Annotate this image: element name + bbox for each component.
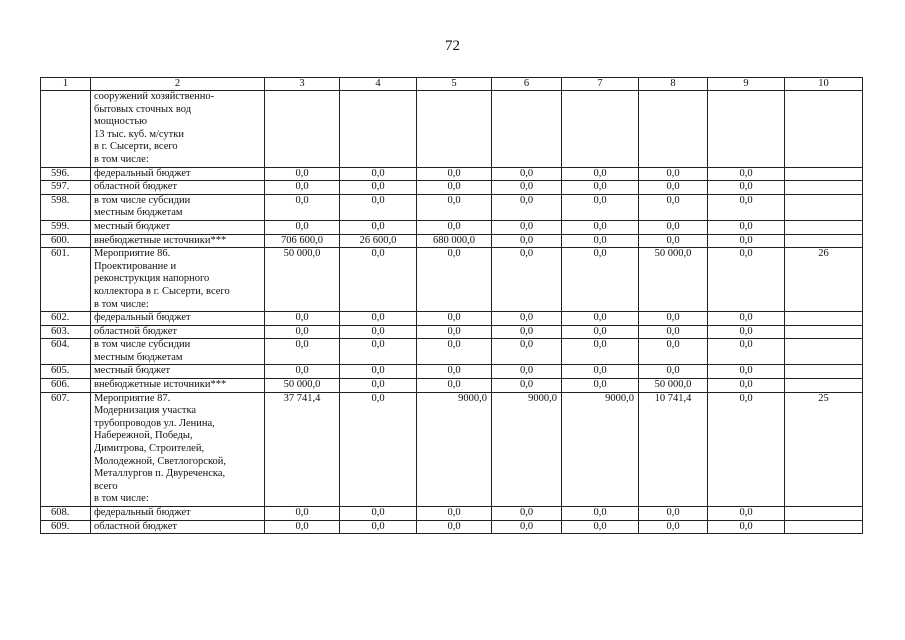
row-number: 606. [41,379,91,393]
row-description: федеральный бюджет [91,312,265,326]
value-cell-col3: 706 600,0 [265,234,340,248]
value-cell-col4: 0,0 [340,167,417,181]
table-row [41,312,863,326]
value-cell-col7: 0,0 [562,234,639,248]
table-body [41,91,863,534]
value-cell-col8: 0,0 [639,220,708,234]
value-cell-col8: 50 000,0 [639,248,708,312]
value-cell-col4: 0,0 [340,392,417,506]
table-row [41,325,863,339]
row-number: 605. [41,365,91,379]
row-number: 608. [41,507,91,521]
value-cell-col7: 0,0 [562,194,639,220]
target-indicator-cell [785,339,863,365]
row-number: 609. [41,520,91,534]
row-description: Мероприятие 86. Проектирование и реконструкция напорного коллектора в г. Сысерти, всего в том числе: [91,248,265,312]
value-cell-col4: 0,0 [340,194,417,220]
column-header-8: 8 [639,78,708,91]
table-row [41,507,863,521]
row-description: Мероприятие 87. Модернизация участка трубопроводов ул. Ленина, Набережной, Победы, Димитрова, Строителей, Молодежной, Светлогорской, Металлургов п. Двуреченска, всего в том числе: [91,392,265,506]
target-indicator-cell [785,181,863,195]
value-cell-col7: 0,0 [562,507,639,521]
target-indicator-cell [785,312,863,326]
value-cell-col8: 0,0 [639,234,708,248]
value-cell-col7: 0,0 [562,325,639,339]
table-row [41,181,863,195]
row-description: областной бюджет [91,325,265,339]
header-row [41,78,863,91]
table-row [41,392,863,506]
row-number [41,91,91,168]
column-header-4: 4 [340,78,417,91]
value-cell-col3: 0,0 [265,312,340,326]
row-number: 601. [41,248,91,312]
value-cell-col8: 0,0 [639,167,708,181]
row-description: местный бюджет [91,220,265,234]
value-cell-col4: 0,0 [340,181,417,195]
value-cell-col6: 9000,0 [492,392,562,506]
value-cell-col4: 0,0 [340,507,417,521]
value-cell-col5: 0,0 [417,379,492,393]
value-cell-col5: 0,0 [417,194,492,220]
row-description: внебюджетные источники*** [91,379,265,393]
value-cell-col7: 0,0 [562,339,639,365]
value-cell-col6: 0,0 [492,379,562,393]
value-cell-col8: 0,0 [639,181,708,195]
row-description: областной бюджет [91,181,265,195]
value-cell-col5: 0,0 [417,220,492,234]
value-cell-col9: 0,0 [708,248,785,312]
value-cell-col6: 0,0 [492,167,562,181]
target-indicator-cell [785,220,863,234]
column-header-3: 3 [265,78,340,91]
value-cell-col3: 0,0 [265,339,340,365]
row-number: 600. [41,234,91,248]
value-cell-col7 [562,91,639,168]
value-cell-col9: 0,0 [708,339,785,365]
value-cell-col8: 0,0 [639,312,708,326]
value-cell-col4 [340,91,417,168]
value-cell-col3: 0,0 [265,220,340,234]
value-cell-col5: 0,0 [417,365,492,379]
value-cell-col6: 0,0 [492,312,562,326]
value-cell-col8: 0,0 [639,194,708,220]
value-cell-col5: 0,0 [417,248,492,312]
value-cell-col4: 0,0 [340,312,417,326]
value-cell-col9: 0,0 [708,194,785,220]
value-cell-col9: 0,0 [708,312,785,326]
value-cell-col6: 0,0 [492,520,562,534]
row-description: внебюджетные источники*** [91,234,265,248]
table-row [41,91,863,168]
value-cell-col8: 50 000,0 [639,379,708,393]
value-cell-col6: 0,0 [492,248,562,312]
value-cell-col9: 0,0 [708,507,785,521]
value-cell-col9: 0,0 [708,325,785,339]
value-cell-col6: 0,0 [492,365,562,379]
target-indicator-cell [785,325,863,339]
row-number: 598. [41,194,91,220]
value-cell-col6 [492,91,562,168]
value-cell-col8: 0,0 [639,365,708,379]
value-cell-col3: 0,0 [265,520,340,534]
value-cell-col9: 0,0 [708,379,785,393]
table-row [41,220,863,234]
row-number: 599. [41,220,91,234]
row-description: федеральный бюджет [91,167,265,181]
table-header [41,78,863,91]
column-header-2: 2 [91,78,265,91]
value-cell-col9: 0,0 [708,520,785,534]
value-cell-col8: 10 741,4 [639,392,708,506]
row-description: местный бюджет [91,365,265,379]
value-cell-col4: 26 600,0 [340,234,417,248]
column-header-10: 10 [785,78,863,91]
target-indicator-cell [785,194,863,220]
value-cell-col8: 0,0 [639,507,708,521]
value-cell-col4: 0,0 [340,248,417,312]
table-row [41,194,863,220]
column-header-5: 5 [417,78,492,91]
value-cell-col7: 0,0 [562,220,639,234]
value-cell-col5: 0,0 [417,520,492,534]
value-cell-col7: 0,0 [562,312,639,326]
value-cell-col7: 0,0 [562,167,639,181]
value-cell-col6: 0,0 [492,339,562,365]
row-number: 607. [41,392,91,506]
value-cell-col8: 0,0 [639,520,708,534]
row-number: 596. [41,167,91,181]
row-description: в том числе субсидии местным бюджетам [91,194,265,220]
table-row [41,520,863,534]
row-description: областной бюджет [91,520,265,534]
column-header-6: 6 [492,78,562,91]
value-cell-col9 [708,91,785,168]
value-cell-col5 [417,91,492,168]
value-cell-col5: 0,0 [417,312,492,326]
value-cell-col7: 0,0 [562,379,639,393]
value-cell-col7: 0,0 [562,365,639,379]
value-cell-col3: 0,0 [265,181,340,195]
value-cell-col4: 0,0 [340,379,417,393]
value-cell-col5: 9000,0 [417,392,492,506]
row-description: в том числе субсидии местным бюджетам [91,339,265,365]
value-cell-col8 [639,91,708,168]
table-row [41,365,863,379]
value-cell-col3: 0,0 [265,194,340,220]
target-indicator-cell [785,520,863,534]
target-indicator-cell [785,379,863,393]
value-cell-col4: 0,0 [340,339,417,365]
value-cell-col9: 0,0 [708,220,785,234]
target-indicator-cell [785,234,863,248]
value-cell-col7: 0,0 [562,520,639,534]
row-number: 603. [41,325,91,339]
value-cell-col9: 0,0 [708,365,785,379]
value-cell-col5: 0,0 [417,507,492,521]
row-description: сооружений хозяйственно- бытовых сточных вод мощностью 13 тыс. куб. м/сутки в г. Сысерти, всего в том числе: [91,91,265,168]
row-number: 602. [41,312,91,326]
page-number: 72 [445,38,460,54]
table-row [41,339,863,365]
table-row [41,234,863,248]
value-cell-col7: 9000,0 [562,392,639,506]
value-cell-col9: 0,0 [708,234,785,248]
value-cell-col5: 0,0 [417,339,492,365]
table-row [41,167,863,181]
value-cell-col6: 0,0 [492,507,562,521]
value-cell-col4: 0,0 [340,520,417,534]
value-cell-col3 [265,91,340,168]
budget-table [40,77,863,534]
value-cell-col3: 0,0 [265,507,340,521]
value-cell-col6: 0,0 [492,325,562,339]
row-number: 604. [41,339,91,365]
target-indicator-cell [785,167,863,181]
column-header-9: 9 [708,78,785,91]
value-cell-col5: 0,0 [417,325,492,339]
target-indicator-cell: 26 [785,248,863,312]
value-cell-col8: 0,0 [639,325,708,339]
target-indicator-cell [785,507,863,521]
row-number: 597. [41,181,91,195]
row-description: федеральный бюджет [91,507,265,521]
value-cell-col6: 0,0 [492,194,562,220]
target-indicator-cell [785,365,863,379]
value-cell-col4: 0,0 [340,325,417,339]
value-cell-col3: 0,0 [265,167,340,181]
value-cell-col7: 0,0 [562,181,639,195]
value-cell-col9: 0,0 [708,167,785,181]
value-cell-col3: 0,0 [265,365,340,379]
value-cell-col5: 0,0 [417,181,492,195]
target-indicator-cell [785,91,863,168]
value-cell-col6: 0,0 [492,220,562,234]
value-cell-col9: 0,0 [708,181,785,195]
value-cell-col3: 50 000,0 [265,248,340,312]
value-cell-col4: 0,0 [340,365,417,379]
value-cell-col6: 0,0 [492,234,562,248]
table-row [41,379,863,393]
value-cell-col4: 0,0 [340,220,417,234]
value-cell-col5: 680 000,0 [417,234,492,248]
value-cell-col3: 50 000,0 [265,379,340,393]
value-cell-col5: 0,0 [417,167,492,181]
value-cell-col9: 0,0 [708,392,785,506]
value-cell-col3: 0,0 [265,325,340,339]
target-indicator-cell: 25 [785,392,863,506]
value-cell-col7: 0,0 [562,248,639,312]
value-cell-col6: 0,0 [492,181,562,195]
table-row [41,248,863,312]
column-header-7: 7 [562,78,639,91]
value-cell-col8: 0,0 [639,339,708,365]
column-header-1: 1 [41,78,91,91]
value-cell-col3: 37 741,4 [265,392,340,506]
